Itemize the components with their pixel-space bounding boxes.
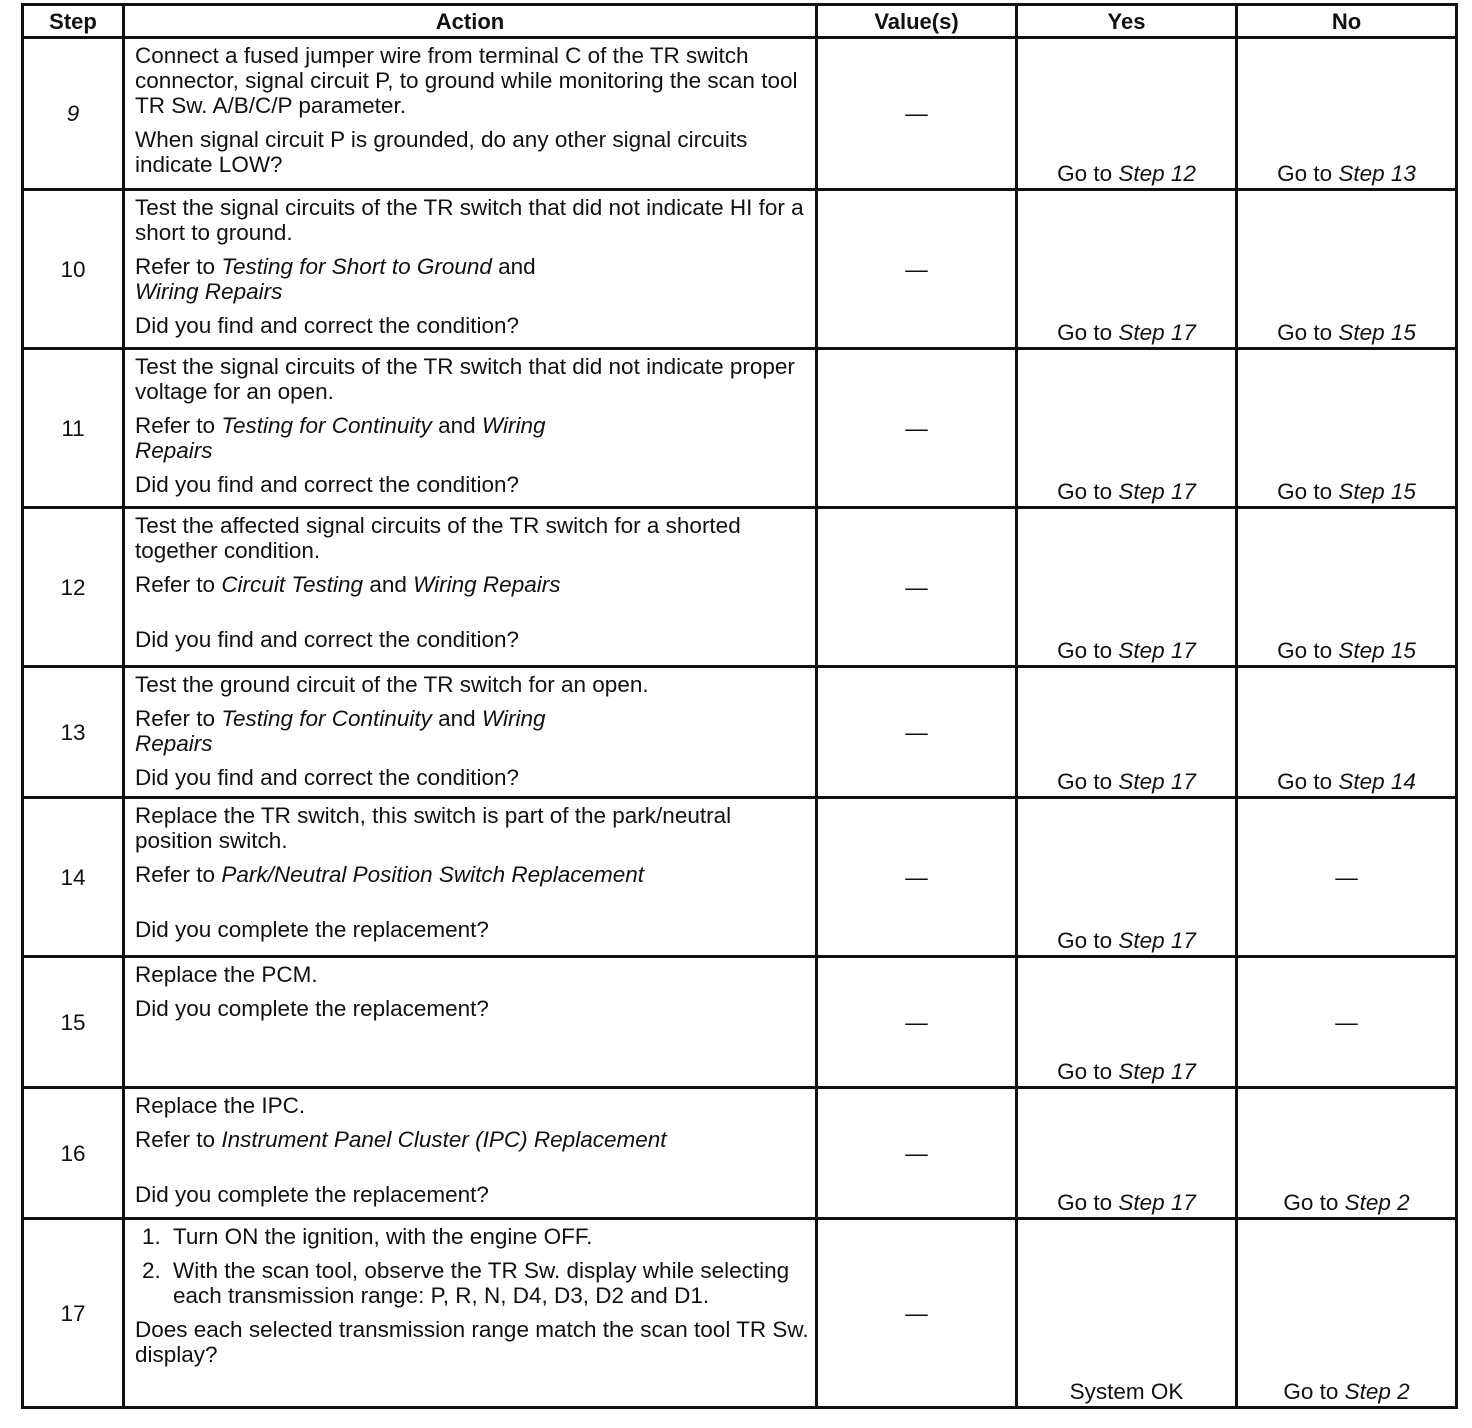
- table-row: [23, 38, 1457, 190]
- step-number: 9: [23, 38, 124, 190]
- yes-cell: Go to Step 17: [1017, 1088, 1237, 1219]
- go-to-label: Go to: [1277, 161, 1333, 186]
- action-cell: [124, 508, 817, 667]
- ref-link: Testing for Short to Ground: [221, 254, 492, 279]
- table-row: [23, 798, 1457, 957]
- value-cell: [817, 190, 1017, 349]
- question-text: Did you find and correct the condition?: [135, 313, 519, 338]
- refer-text: Refer to Testing for Continuity and Wiring Repairs: [135, 706, 546, 756]
- dash: —: [905, 1009, 928, 1035]
- dash: —: [905, 864, 928, 890]
- action-text: Test the signal circuits of the TR switch that did not indicate HI for a short to ground.: [135, 195, 804, 245]
- no-step-link: Step 15: [1338, 320, 1416, 345]
- action-cell: [124, 667, 817, 798]
- yes-cell: Go to Step 17: [1017, 508, 1237, 667]
- action-cell: [124, 1219, 817, 1408]
- yes-step-link: Step 12: [1118, 161, 1196, 186]
- dash: —: [1335, 1009, 1358, 1035]
- question-text: Did you complete the replacement?: [135, 996, 489, 1021]
- header-values: Value(s): [817, 5, 1017, 38]
- no-cell: [1237, 798, 1457, 957]
- value-cell: [817, 667, 1017, 798]
- ref-link: Wiring Repairs: [413, 572, 561, 597]
- header-row: [23, 5, 1457, 38]
- refer-text: Refer to Testing for Short to Ground and Wiring Repairs: [135, 254, 536, 304]
- action-cell: [124, 1088, 817, 1219]
- no-cell: Go to Step 2: [1237, 1088, 1457, 1219]
- yes-cell: Go to Step 17: [1017, 190, 1237, 349]
- table-row: [23, 667, 1457, 798]
- step-number: 17: [23, 1219, 124, 1408]
- step-number: 14: [23, 798, 124, 957]
- yes-step-link: Step 17: [1118, 320, 1196, 345]
- action-cell: [124, 38, 817, 190]
- ref-link: Repairs: [135, 438, 213, 463]
- yes-step-link: Step 17: [1118, 1190, 1196, 1215]
- ref-link: Repairs: [135, 731, 213, 756]
- action-cell: [124, 798, 817, 957]
- dash: —: [1335, 864, 1358, 890]
- dash: —: [905, 574, 928, 600]
- action-text: Test the ground circuit of the TR switch for an open.: [135, 672, 649, 697]
- go-to-label: Go to: [1057, 161, 1113, 186]
- no-step-link: Step 2: [1344, 1379, 1410, 1404]
- action-text: Test the signal circuits of the TR switch that did not indicate proper voltage for an open.: [135, 354, 795, 404]
- yes-step-link: Step 17: [1118, 769, 1196, 794]
- ref-link: Park/Neutral Position Switch Replacement: [221, 862, 645, 887]
- step-number: 11: [23, 349, 124, 508]
- value-cell: [817, 957, 1017, 1088]
- action-cell: [124, 957, 817, 1088]
- no-step-link: Step 14: [1338, 769, 1416, 794]
- no-cell: [1237, 957, 1457, 1088]
- value-cell: [817, 1088, 1017, 1219]
- no-cell: Go to Step 15: [1237, 349, 1457, 508]
- header-step: Step: [23, 5, 124, 38]
- action-text: Replace the IPC.: [135, 1093, 306, 1118]
- refer-text: Refer to Instrument Panel Cluster (IPC) Replacement: [135, 1127, 667, 1152]
- question-text: Did you find and correct the condition?: [135, 472, 519, 497]
- dash: —: [905, 719, 928, 745]
- question-text: Did you complete the replacement?: [135, 917, 489, 942]
- ref-link: Wiring: [481, 413, 546, 438]
- dash: —: [905, 1140, 928, 1166]
- value-cell: [817, 508, 1017, 667]
- ref-link: Circuit Testing: [221, 572, 364, 597]
- action-text: Test the affected signal circuits of the TR switch for a shorted together condition.: [135, 513, 741, 563]
- table-row: [23, 190, 1457, 349]
- header-no: No: [1237, 5, 1457, 38]
- yes-step-link: Step 17: [1118, 479, 1196, 504]
- dash: —: [905, 1300, 928, 1326]
- yes-cell: Go to Step 17: [1017, 957, 1237, 1088]
- table-row: [23, 1088, 1457, 1219]
- diagnostic-table: [21, 3, 1458, 1409]
- table-row: [23, 1219, 1457, 1408]
- question-text: Did you find and correct the condition?: [135, 627, 519, 652]
- action-text: Replace the TR switch, this switch is part of the park/neutral position switch.: [135, 803, 732, 853]
- table-row: [23, 957, 1457, 1088]
- no-cell: Go to Step 15: [1237, 508, 1457, 667]
- value-cell: [817, 798, 1017, 957]
- no-cell: Go to Step 15: [1237, 190, 1457, 349]
- dash: —: [905, 415, 928, 441]
- ref-link: Testing for Continuity: [221, 413, 432, 438]
- refer-text: Refer to Park/Neutral Position Switch Replacement: [135, 862, 645, 887]
- value-cell: [817, 38, 1017, 190]
- yes-step-link: Step 17: [1118, 1059, 1196, 1084]
- yes-cell: [1017, 1219, 1237, 1408]
- no-cell: Go to Step 2: [1237, 1219, 1457, 1408]
- action-cell: [124, 349, 817, 508]
- refer-text: Refer to Testing for Continuity and Wiring Repairs: [135, 413, 546, 463]
- step-number: 12: [23, 508, 124, 667]
- no-step-link: Step 13: [1338, 161, 1416, 186]
- step-number: 16: [23, 1088, 124, 1219]
- yes-cell: [1017, 38, 1237, 190]
- step-number: 10: [23, 190, 124, 349]
- header-yes: Yes: [1017, 5, 1237, 38]
- yes-cell: Go to Step 17: [1017, 798, 1237, 957]
- no-cell: [1237, 38, 1457, 190]
- action-text: Replace the PCM.: [135, 962, 318, 987]
- value-cell: [817, 1219, 1017, 1408]
- system-ok-text: System OK: [1069, 1379, 1184, 1404]
- refer-text: Refer to Circuit Testing and Wiring Repairs: [135, 572, 561, 597]
- question-text: Did you find and correct the condition?: [135, 765, 519, 790]
- dash: —: [905, 256, 928, 282]
- question-text: Did you complete the replacement?: [135, 1182, 489, 1207]
- ref-link: Wiring: [481, 706, 546, 731]
- no-cell: Go to Step 14: [1237, 667, 1457, 798]
- no-step-link: Step 15: [1338, 638, 1416, 663]
- no-step-link: Step 2: [1344, 1190, 1410, 1215]
- yes-cell: Go to Step 17: [1017, 667, 1237, 798]
- action-cell: [124, 190, 817, 349]
- action-text: Connect a fused jumper wire from terminal C of the TR switch connector, signal circuit P, to ground while monitoring the scan tool TR Sw. A/B/C/P parameter.: [135, 43, 798, 118]
- dash: —: [905, 101, 928, 126]
- list-item: 1. Turn ON the ignition, with the engine OFF.: [167, 1224, 809, 1249]
- yes-cell: Go to Step 17: [1017, 349, 1237, 508]
- ref-link: Testing for Continuity: [221, 706, 432, 731]
- no-step-link: Step 15: [1338, 479, 1416, 504]
- ref-link: Wiring Repairs: [135, 279, 283, 304]
- header-action: Action: [124, 5, 817, 38]
- value-cell: [817, 349, 1017, 508]
- instruction-list: [135, 1224, 809, 1308]
- question-text: Does each selected transmission range match the scan tool TR Sw. display?: [135, 1317, 809, 1367]
- table-row: [23, 508, 1457, 667]
- list-item: 2. With the scan tool, observe the TR Sw. display while selecting each transmission range: P, R, N, D4, D3, D2 and D1.: [167, 1258, 809, 1308]
- step-number: 15: [23, 957, 124, 1088]
- ref-link: Instrument Panel Cluster (IPC) Replacement: [221, 1127, 667, 1152]
- yes-step-link: Step 17: [1118, 928, 1196, 953]
- table-row: [23, 349, 1457, 508]
- question-text: When signal circuit P is grounded, do any other signal circuits indicate LOW?: [135, 127, 748, 177]
- yes-step-link: Step 17: [1118, 638, 1196, 663]
- step-number: 13: [23, 667, 124, 798]
